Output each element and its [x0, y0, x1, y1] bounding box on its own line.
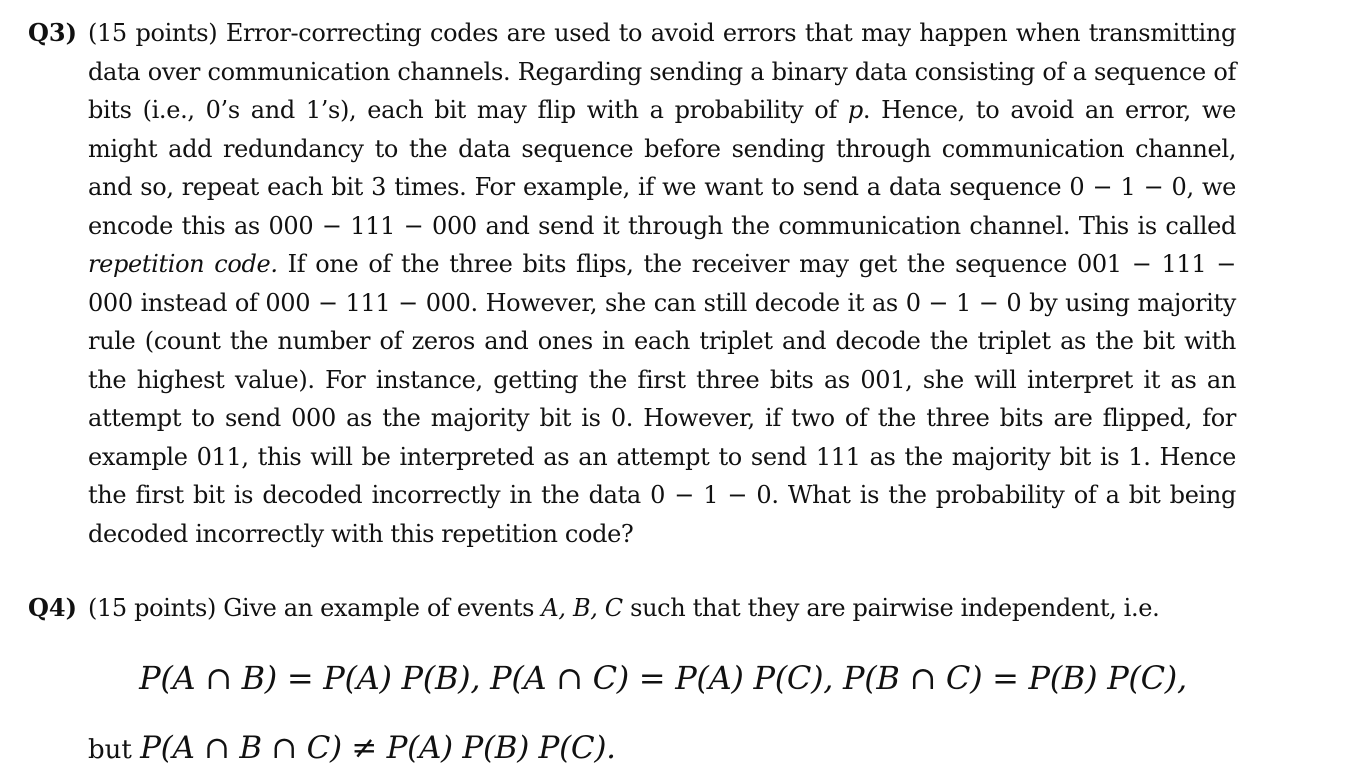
- question-4-body: [88, 589, 1236, 628]
- question-3-text-a: Error-correcting codes are used to avoid errors that may happen when transmitting data over communication channels. Regarding sending a binary data consisting of a sequence of bits (i.e., 0’s and 1’s), each bit may flip with a probability of: [88, 19, 1237, 124]
- pairwise-independence-equation: [0, 656, 1366, 700]
- question-4-tail: [88, 726, 616, 772]
- question-3-label: Q3): [28, 18, 77, 47]
- question-4-label: Q4): [28, 593, 77, 622]
- question-3-body: [88, 14, 1236, 554]
- repetition-code-term: repetition code.: [88, 250, 278, 278]
- tail-prefix: but: [88, 735, 141, 765]
- probability-symbol: p: [847, 96, 863, 124]
- tail-inequality: P(A ∩ B ∩ C) ≠ P(A) P(B) P(C).: [140, 730, 616, 766]
- question-4-text-a: Give an example of events: [223, 594, 542, 622]
- question-3-text-b: . Hence, to avoid an error, we might add redundancy to the data sequence before sending through communication channel, and so, repeat each bit 3 times. For example, if we want to send a data sequence 0 − 1 − 0, we encode this as 000 − 111 − 000 and send it through the communication channel. This is called: [88, 96, 1236, 240]
- events-symbols: A, B, C: [541, 594, 623, 622]
- question-3-text-c: If one of the three bits flips, the receiver may get the sequence 001 − 111 − 000 instead of 000 − 111 − 000. However, she can still decode it as 0 − 1 − 0 by using majority rule (count the number of zeros and ones in each triplet and decode the triplet as the bit with the highest value). For instance, getting the first three bits as 001, she will interpret it as an attempt to send 000 as the majority bit is 0. However, if two of the three bits are flipped, for example 011, this will be interpreted as an attempt to send 111 as the majority bit is 1. Hence the first bit is decoded incorrectly in the data 0 − 1 − 0. What is the probability of a bit being decoded incorrectly with this repetition code?: [88, 250, 1236, 548]
- question-3-points: (15 points): [88, 19, 218, 47]
- question-4-points: (15 points): [88, 594, 216, 622]
- equation-text: P(A ∩ B) = P(A) P(B), P(A ∩ C) = P(A) P(C), P(B ∩ C) = P(B) P(C),: [139, 659, 1187, 697]
- question-4-text-b: such that they are pairwise independent, i.e.: [622, 594, 1160, 622]
